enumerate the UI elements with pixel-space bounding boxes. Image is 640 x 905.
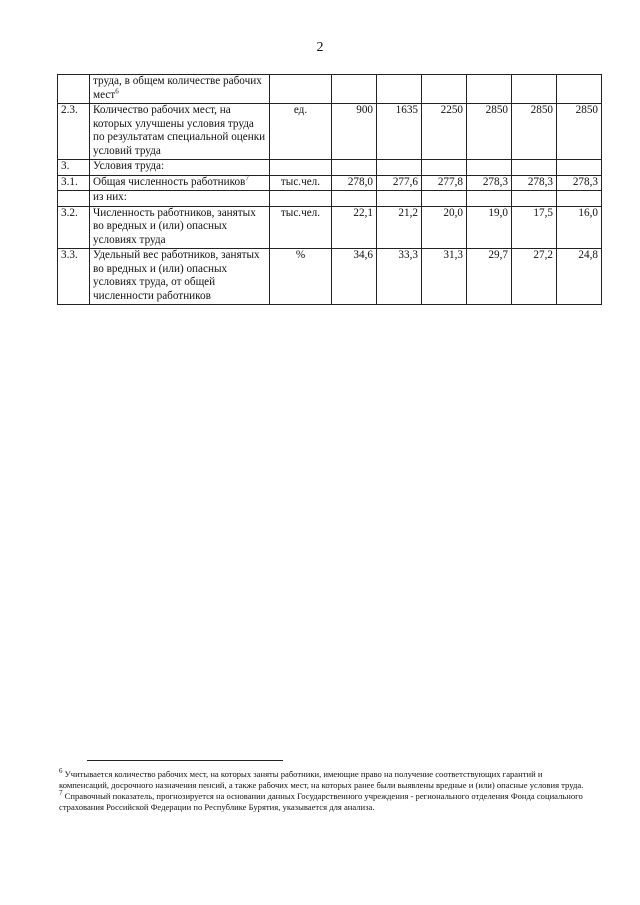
unit-cell: ед.	[270, 104, 332, 160]
indicator-name-cell	[90, 160, 270, 176]
table-body	[58, 75, 602, 305]
value-cell: 31,3	[422, 249, 467, 305]
value-cell: 33,3	[377, 249, 422, 305]
footnote-mark: 7	[59, 789, 63, 798]
indicator-name-cell	[90, 104, 270, 160]
footnote-separator	[87, 760, 283, 761]
value-cell: 29,7	[467, 249, 512, 305]
row-number: 3.3.	[58, 249, 90, 305]
indicator-name: Удельный вес работников, занятых во вредных и (или) опасных условиях труда, от общей численности работников	[93, 249, 260, 302]
row-number	[58, 75, 90, 104]
value-cell	[557, 75, 602, 104]
value-cell	[332, 75, 377, 104]
value-cell: 1635	[377, 104, 422, 160]
value-cell	[467, 75, 512, 104]
indicator-name: Общая численность работников	[93, 175, 246, 188]
value-cell: 17,5	[512, 206, 557, 249]
value-cell: 21,2	[377, 206, 422, 249]
value-cell: 278,0	[332, 175, 377, 191]
value-cell	[332, 160, 377, 176]
value-cell	[332, 191, 377, 207]
value-cell: 16,0	[557, 206, 602, 249]
indicator-name: труда, в общем количестве рабочих мест	[93, 75, 262, 101]
value-cell	[422, 75, 467, 104]
footnote	[59, 769, 585, 791]
value-cell	[377, 160, 422, 176]
value-cell: 34,6	[332, 249, 377, 305]
table-row	[58, 104, 602, 160]
indicator-name: из них:	[93, 191, 127, 203]
value-cell: 24,8	[557, 249, 602, 305]
indicator-name-cell	[90, 75, 270, 104]
indicator-name: Условия труда:	[93, 160, 165, 172]
value-cell: 278,3	[467, 175, 512, 191]
page-number: 2	[316, 40, 324, 55]
value-cell: 2850	[512, 104, 557, 160]
indicators-table	[57, 74, 602, 305]
indicator-name: Численность работников, занятых во вредных и (или) опасных условиях труда	[93, 206, 256, 246]
indicator-name-cell	[90, 206, 270, 249]
indicator-name-cell	[90, 191, 270, 207]
unit-cell	[270, 191, 332, 207]
footnotes	[59, 760, 585, 813]
value-cell: 20,0	[422, 206, 467, 249]
value-cell	[512, 191, 557, 207]
value-cell	[512, 160, 557, 176]
value-cell	[467, 191, 512, 207]
value-cell: 27,2	[512, 249, 557, 305]
value-cell: 277,8	[422, 175, 467, 191]
value-cell	[422, 191, 467, 207]
indicator-name: Количество рабочих мест, на которых улучшены условия труда по результатам специальной оценки условий труда	[93, 104, 266, 157]
value-cell: 2250	[422, 104, 467, 160]
footnote-reference: 6	[115, 86, 119, 95]
footnote-mark: 6	[59, 767, 63, 776]
row-number: 3.2.	[58, 206, 90, 249]
value-cell	[557, 191, 602, 207]
unit-cell: тыс.чел.	[270, 206, 332, 249]
row-number: 2.3.	[58, 104, 90, 160]
value-cell: 2850	[467, 104, 512, 160]
value-cell: 278,3	[512, 175, 557, 191]
footnote	[59, 791, 585, 813]
footnote-list	[59, 769, 585, 813]
value-cell: 2850	[557, 104, 602, 160]
unit-cell	[270, 160, 332, 176]
unit-cell: тыс.чел.	[270, 175, 332, 191]
table-row	[58, 206, 602, 249]
indicator-name-cell	[90, 175, 270, 191]
footnote-text: Учитывается количество рабочих мест, на которых заняты работники, имеющие право на получение соответствующих гарантий и компенсаций, досрочного назначения пенсий, а также рабочих мест, на которых ранее были выявлены вредные и (или) опасные условия труда.	[59, 769, 584, 790]
value-cell: 22,1	[332, 206, 377, 249]
value-cell	[422, 160, 467, 176]
footnote-reference: 7	[245, 173, 249, 182]
value-cell: 900	[332, 104, 377, 160]
table-row	[58, 191, 602, 207]
unit-cell	[270, 75, 332, 104]
value-cell	[377, 75, 422, 104]
table-row	[58, 249, 602, 305]
table-row	[58, 175, 602, 191]
footnote-text: Справочный показатель, прогнозируется на основании данных Государственного учреждения - регионального отделения Фонда социального страхования Российской Федерации по Республике Бурятия, указывается для анализа.	[59, 791, 583, 812]
value-cell	[467, 160, 512, 176]
unit-cell: %	[270, 249, 332, 305]
value-cell: 278,3	[557, 175, 602, 191]
table-row	[58, 160, 602, 176]
table-row	[58, 75, 602, 104]
row-number: 3.1.	[58, 175, 90, 191]
value-cell: 277,6	[377, 175, 422, 191]
value-cell	[377, 191, 422, 207]
value-cell: 19,0	[467, 206, 512, 249]
row-number: 3.	[58, 160, 90, 176]
value-cell	[512, 75, 557, 104]
value-cell	[557, 160, 602, 176]
indicator-name-cell	[90, 249, 270, 305]
row-number	[58, 191, 90, 207]
